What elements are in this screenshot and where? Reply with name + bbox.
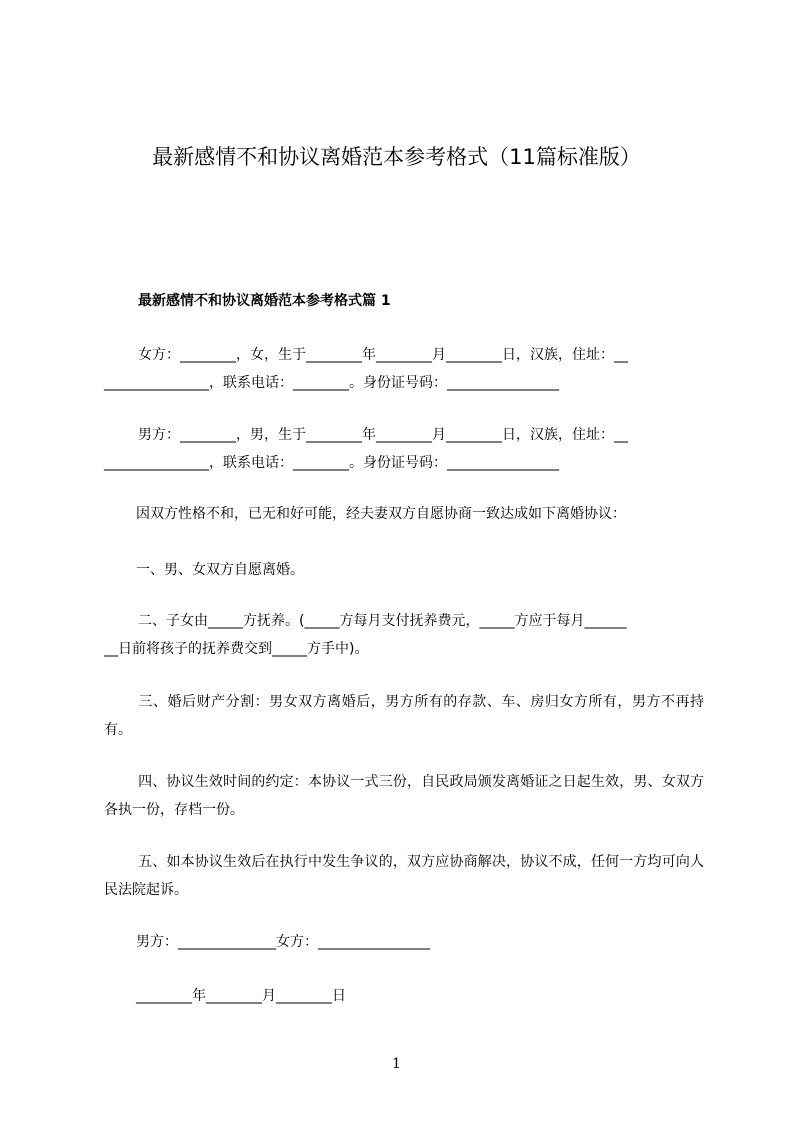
- document-title: 最新感情不和协议离婚范本参考格式（11篇标准版）: [152, 145, 641, 169]
- woman-info-text-1: 女方：________，女，生于________年________月________日，汉族，住址：__: [138, 347, 628, 363]
- woman-info-line-1: [104, 341, 704, 369]
- clause-3-text: 三、婚后财产分割：男女双方离婚后，男方所有的存款、车、房归女方所有，男方不再持有。: [104, 694, 704, 738]
- man-info-text-1: 男方：________，男，生于________年________月________日，汉族，住址：__: [138, 427, 628, 443]
- clause-2-line-2: __日前将孩子的抚养费交到_____方手中)。: [104, 641, 369, 657]
- clause-4: [104, 768, 704, 824]
- clause-2-line-1: [104, 607, 704, 635]
- date-text: ________年________月________日: [136, 988, 346, 1004]
- clause-3: [104, 688, 704, 744]
- signature-text: 男方：______________女方：________________: [136, 934, 430, 950]
- page-number: 1: [392, 1056, 401, 1072]
- clause-5-text: 五、如本协议生效后在执行中发生争议的，双方应协商解决，协议不成，任何一方均可向人民法院起诉。: [104, 854, 704, 898]
- intro-text: 因双方性格不和，已无和好可能，经夫妻双方自愿协商一致达成如下离婚协议：: [136, 506, 626, 522]
- clause-5: [104, 848, 704, 904]
- section-heading: 最新感情不和协议离婚范本参考格式篇 1: [138, 293, 391, 309]
- man-info-line-2: _______________，联系电话：________。身份证号码：________________: [104, 455, 559, 471]
- clause-1-text: 一、男、女双方自愿离婚。: [136, 562, 304, 578]
- date-line: [104, 982, 704, 1010]
- woman-info-line-2: _______________，联系电话：________。身份证号码：________________: [104, 375, 559, 391]
- clause-1: [104, 556, 704, 584]
- clause-4-text: 四、协议生效时间的约定：本协议一式三份，自民政局颁发离婚证之日起生效，男、女双方各执一份，存档一份。: [104, 774, 704, 818]
- clause-2-text-1: 二、子女由_____方抚养。(_____方每月支付抚养费元，_____方应于每月______: [138, 613, 627, 629]
- signature-line: [104, 928, 704, 956]
- intro-paragraph: [104, 500, 704, 528]
- man-info-line-1: [104, 421, 704, 449]
